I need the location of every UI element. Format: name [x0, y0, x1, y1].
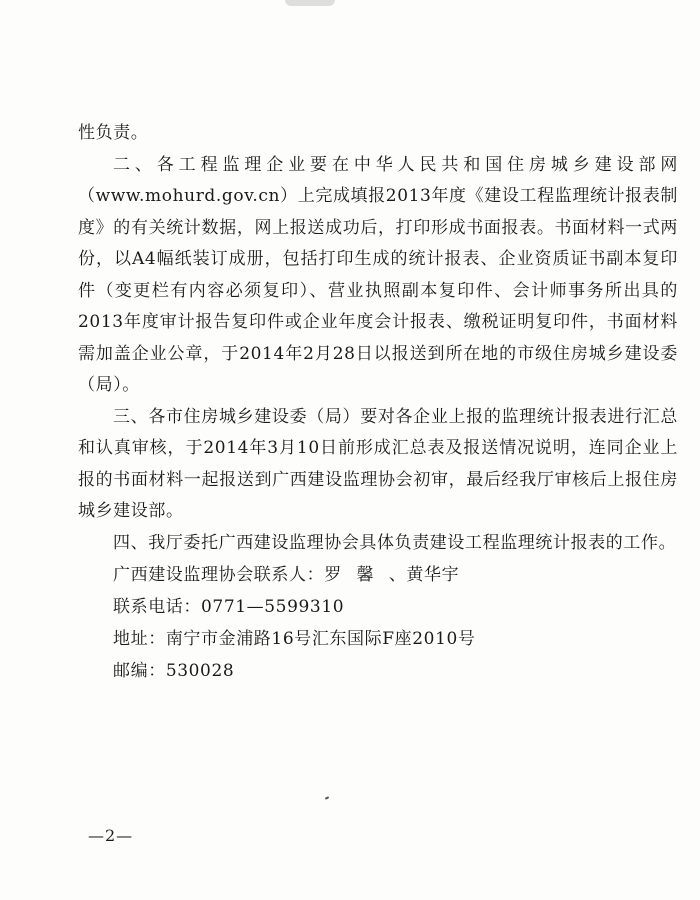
- contact-postcode-label: 邮编：: [113, 661, 166, 681]
- contact-address-line: [78, 623, 678, 655]
- paragraph-item-2: 二、各工程监理企业要在中华人民共和国住房城乡建设部网（www.mohurd.gov.cn）上完成填报2013年度《建设工程监理统计报表制度》的有关统计数据，网上报送成功后，打印形成书面报表。书面材料一式两份，以A4幅纸装订成册，包括打印生成的统计报表、企业资质证书副本复印件（变更栏有内容必须复印）、营业执照副本复印件、会计师事务所出具的2013年度审计报告复印件或企业年度会计报表、缴税证明复印件，书面材料需加盖企业公章，于2014年2月28日以报送到所在地的市级住房城乡建设委（局）。: [78, 154, 678, 395]
- contact-postcode-line: [78, 655, 678, 687]
- contact-phone-value: 0771—5599310: [201, 597, 345, 617]
- contact-person-label: 广西建设监理协会联系人：: [113, 565, 325, 585]
- contact-phone-label: 联系电话：: [113, 597, 201, 617]
- contact-address-label: 地址：: [113, 629, 166, 649]
- contact-address-value: 南宁市金浦路16号汇东国际F座2010号: [165, 629, 476, 649]
- contact-person-name-2: 黄华宇: [406, 565, 460, 585]
- paragraph-item-4: 四、我厅委托广西建设监理协会具体负责建设工程监理统计报表的工作。: [113, 532, 677, 553]
- paragraph-continuation: 性负责。: [78, 123, 149, 143]
- contact-person-line: [78, 559, 678, 591]
- scan-shadow: [285, 0, 335, 6]
- scan-speck: [325, 796, 329, 800]
- contact-phone-line: [78, 591, 678, 623]
- paragraph-item-3: 三、各市住房城乡建设委（局）要对各企业上报的监理统计报表进行汇总和认真审核，于2014年3月10日前形成汇总表及报送情况说明，连同企业上报的书面材料一起报送到广西建设监理协会初审，最后经我厅审核后上报住房城乡建设部。: [78, 406, 678, 521]
- page-number: —2—: [88, 826, 134, 845]
- contact-person-name-1: 罗馨: [324, 565, 389, 585]
- contact-person-separator: 、: [388, 565, 407, 585]
- document-body: [78, 118, 678, 687]
- contact-postcode-value: 530028: [165, 661, 235, 681]
